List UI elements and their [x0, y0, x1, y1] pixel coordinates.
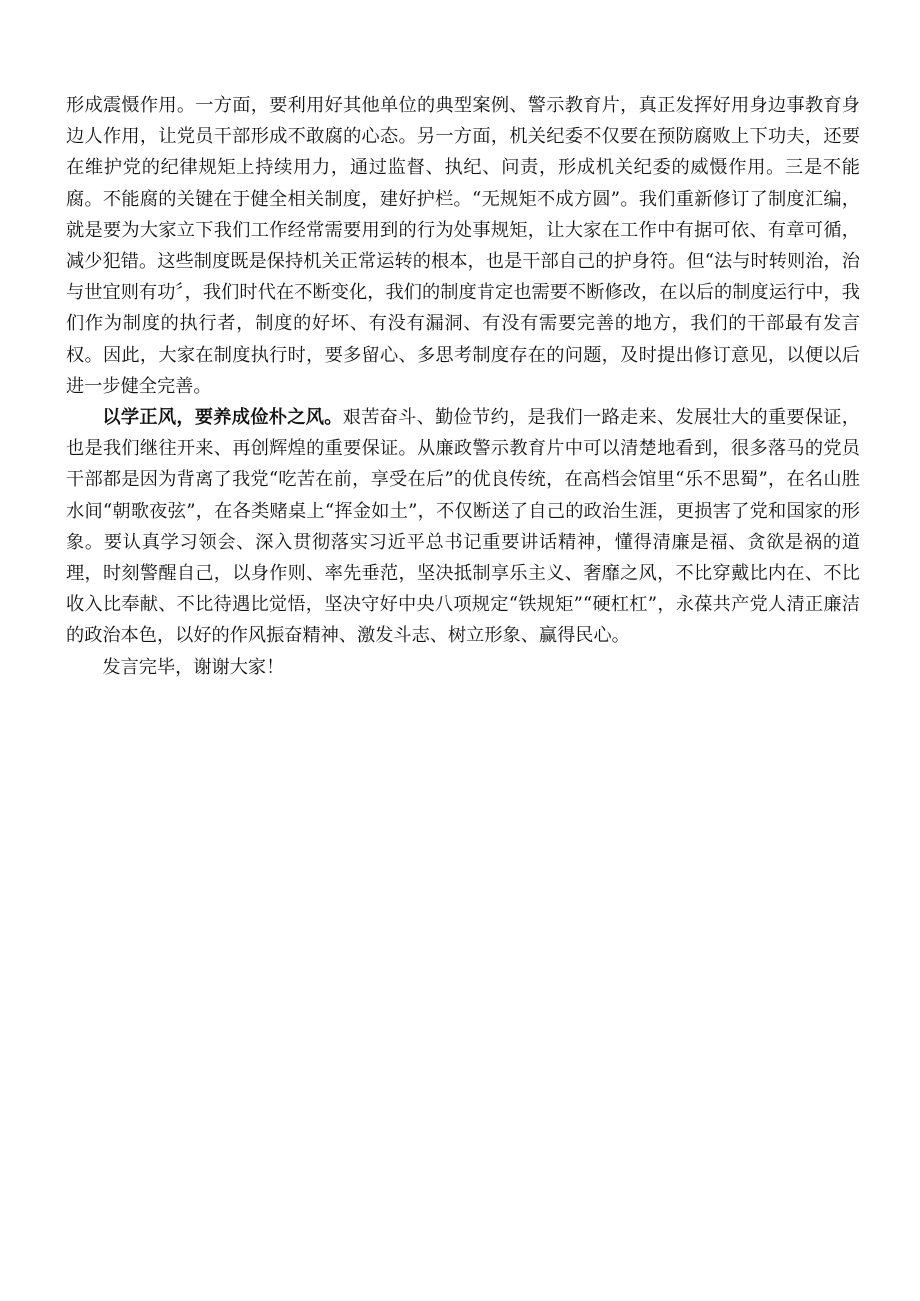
- paragraph-text: 艰苦奋斗、勤俭节约，是我们一路走来、发展壮大的重要保证，也是我们继往开来、再创辉煌的重要保证。从廉政警示教育片中可以清楚地看到，很多落马的党员干部都是因为背离了我党“吃苦在前，享受在后”的优良传统，在高档会馆里“乐不思蜀”，在名山胜水间“朝歌夜弦”，在各类赌桌上“挥金如土”，不仅断送了自己的政治生涯，更损害了党和国家的形象。要认真学习领会、深入贯彻落实习近平总书记重要讲话精神，懂得清廉是福、贪欲是祸的道理，时刻警醒自己，以身作则、率先垂范，坚决抵制享乐主义、奢靡之风，不比穿戴比内在、不比收入比奉献、不比待遇比觉悟，坚决守好中央八项规定“铁规矩”“硬杠杠”，永葆共产党人清正廉洁的政治本色，以好的作风振奋精神、激发斗志、树立形象、赢得民心。: [66, 407, 860, 647]
- paragraph-continued: [66, 90, 860, 402]
- paragraph-heading: 以学正风，要养成俭朴之风。: [102, 407, 343, 429]
- paragraph-text: 形成震慑作用。一方面，要利用好其他单位的典型案例、警示教育片，真正发挥好用身边事教育身边人作用，让党员干部形成不敢腐的心态。另一方面，机关纪委不仅要在预防腐败上下功夫，还要在维护党的纪律规矩上持续用力，通过监督、执纪、问责，形成机关纪委的威慑作用。三是不能腐。不能腐的关键在于健全相关制度，建好护栏。“无规矩不成方圆”。我们重新修订了制度汇编，就是要为大家立下我们工作经常需要用到的行为处事规矩，让大家在工作中有据可依、有章可循，减少犯错。这些制度既是保持机关正常运转的根本，也是干部自己的护身符。但“法与时转则治，治与世宜则有功〞，我们时代在不断变化，我们的制度肯定也需要不断修改，在以后的制度运行中，我们作为制度的执行者，制度的好坏、有没有漏洞、有没有需要完善的地方，我们的干部最有发言权。因此，大家在制度执行时，要多留心、多思考制度存在的问题，及时提出修订意见，以便以后进一步健全完善。: [66, 95, 860, 397]
- paragraph-closing: [66, 652, 860, 683]
- paragraph-frugality: [66, 402, 860, 652]
- closing-text: 发言完毕，谢谢大家！: [102, 656, 285, 678]
- document-body: [66, 90, 860, 683]
